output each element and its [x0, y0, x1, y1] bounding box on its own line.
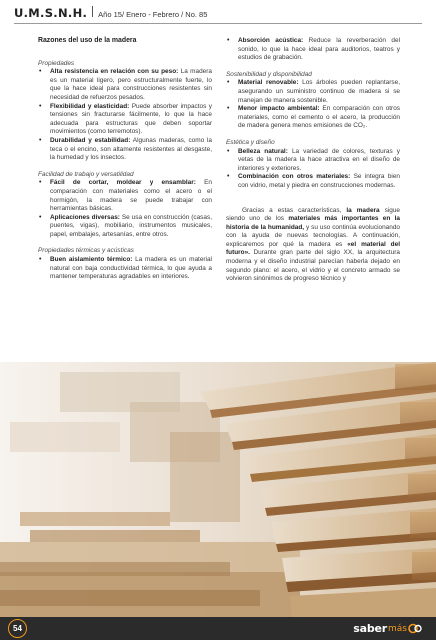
page-header [14, 6, 422, 22]
list-item: • Menor impacto ambiental: En comparación con otros materiales, como el cemento o el acero, la producción de madera genera menos emisiones de CO₂. [226, 105, 400, 131]
subsection-label: Facilidad de trabajo y versatilidad [38, 170, 134, 178]
list-item: • Alta resistencia en relación con su peso: La madera es un material ligero, pero estructuralmente fuerte, lo que la hace ideal para construcciones resistentes sin necesidad de refuerzos pesados. [38, 68, 212, 102]
issue-info: Año 15/ Enero - Febrero / No. 85 [98, 10, 208, 19]
list-item: • Combinación con otros materiales: Se integra bien con vidrio, metal y piedra en construcciones modernas. [226, 173, 400, 190]
list-item: • Aplicaciones diversas: Se usa en construcción (casas, puentes, vigas), mobiliario, instrumentos musicales, papel, embalajes, artesanías, entre otros. [38, 214, 212, 240]
list-item: • Durabilidad y estabilidad: Algunas maderas, como la teca o el encino, son altamente resistentes al desgaste, la humedad y los insectos. [38, 137, 212, 163]
list-item: • Fácil de cortar, moldear y ensamblar: En comparación con materiales como el acero o el hormigón, la madera se puede trabajar con herramientas básicas. [38, 179, 212, 213]
bullet-list [226, 148, 400, 191]
bullet-list [226, 79, 400, 131]
list-item: • Flexibilidad y elasticidad: Puede absorber impactos y tensiones sin fracturarse fácilmente, lo que la hace adecuada para estructuras que deben soportar movimientos (como terremotos). [38, 103, 212, 137]
header-rule [14, 23, 422, 24]
subsection-label: Estética y diseño [226, 138, 275, 146]
subsection-label: Sostenibilidad y disponibilidad [226, 70, 312, 78]
stacked-wood-planks-photo [0, 362, 436, 617]
right-column [226, 37, 400, 284]
section-title: Razones del uso de la madera [38, 37, 137, 44]
wood-planks-photo [0, 362, 436, 617]
logo-swirl-icon [408, 622, 422, 635]
left-column [38, 37, 212, 290]
bullet-list [38, 256, 212, 282]
list-item: • Absorción acústica: Reduce la reverberación del sonido, lo que la hace ideal para auditorios, teatros y estudios de grabación. [226, 37, 400, 63]
header-separator [92, 6, 93, 17]
list-item: • Buen aislamiento térmico: La madera es un material natural con baja conductividad térmica, lo que ayuda a mantener temperaturas agradables en interiores. [38, 256, 212, 282]
subsection-label: Propiedades térmicas y acústicas [38, 247, 134, 255]
bullet-list [38, 179, 212, 239]
page-footer [0, 617, 436, 640]
bullet-list [226, 37, 400, 63]
subsection-label: Propiedades [38, 59, 75, 67]
body-paragraph: Gracias a estas características, la madera sigue siendo uno de los materiales más importantes en la historia de la humanidad, y su uso continúa evolucionando con la ayuda de nuevas tecnologías. A continuación, explicaremos por qué la madera es «el material del futuro». Durante gran parte del siglo XX, la arquitectura moderna y el diseño industrial parecían haberla dejado en segundo plano: el acero, el vidrio y el concreto armado se volvieron sinónimos de progreso técnico y [226, 206, 400, 283]
sabermas-logo: saber más [353, 621, 422, 636]
list-item: • Material renovable: Los árboles pueden replantarse, asegurando un suministro continuo de madera si se manejan de manera sostenible. [226, 79, 400, 105]
list-item: • Belleza natural: La variedad de colores, texturas y vetas de la madera la hace atractiva en el diseño de interiores y exteriores. [226, 148, 400, 174]
journal-brand: U.M.S.N.H. [14, 6, 88, 20]
page-number: 54 [8, 619, 27, 638]
bullet-list [38, 68, 212, 163]
